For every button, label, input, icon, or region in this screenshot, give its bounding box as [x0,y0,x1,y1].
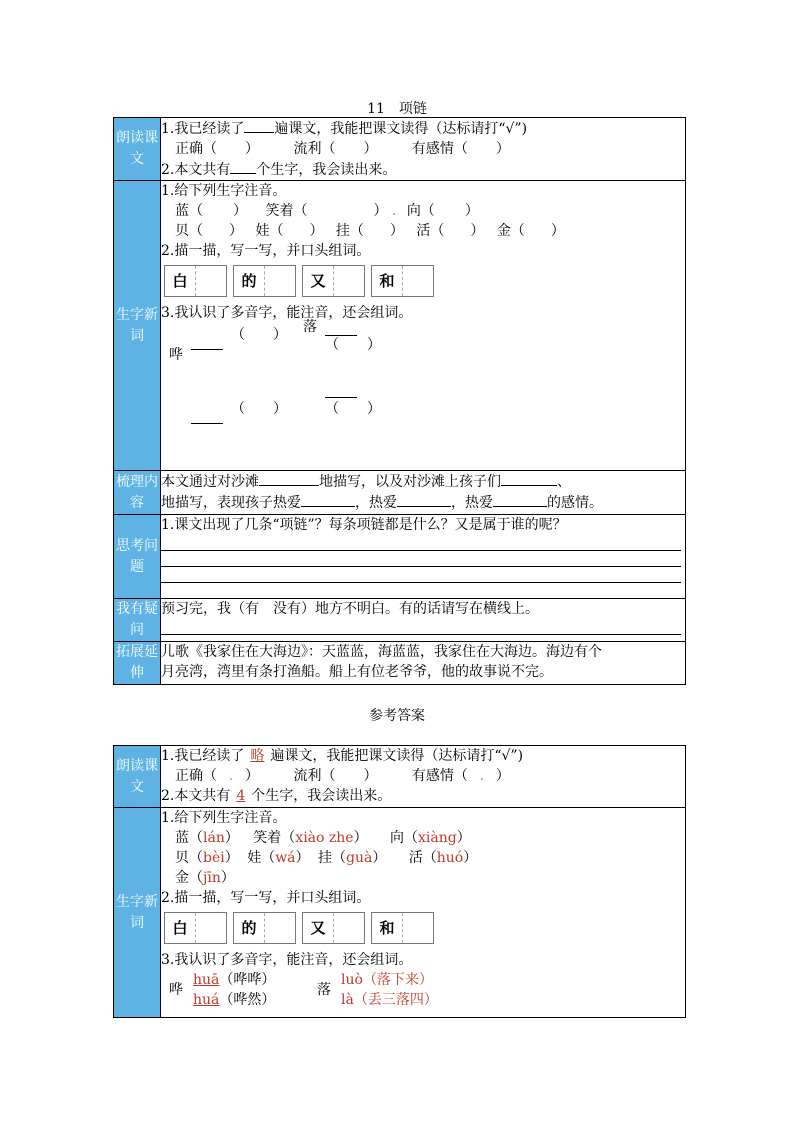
summary-text: 本文通过对沙滩 [161,474,259,490]
section-label-summary: 梳理内容 [114,471,161,515]
paren-close: ） [309,223,324,239]
section-label-new-words: 生字新词 [114,181,161,471]
extension-text: 月亮湾，湾里有条打渔船。船上有位老爷爷，他的故事说不完。 [161,664,553,680]
paren-close: ） [373,203,388,219]
dot-mark: . [479,768,485,784]
section-label-think: 思考问题 [114,515,161,599]
paren-close: ） [229,223,243,239]
answer-line[interactable] [161,619,681,635]
option-feeling: 有感情（ [411,141,468,157]
hua-paren-1: （ ） [231,327,287,343]
char-xiaozhe: 笑着（ [253,830,296,846]
char-xiang: 向（ [406,203,435,219]
trace-char: 又 [310,272,326,290]
section-label-extension: 拓展延伸 [114,642,161,685]
paren-close: ） [389,223,404,239]
answer-line[interactable] [161,551,681,567]
summary-text: 地描写，表现孩子热爱 [161,495,301,511]
paren-close: ） [495,768,510,784]
char-jin: 金（ [496,223,525,239]
new-words-answer [161,808,686,1018]
section-label-reading: 朗读课文 [114,118,161,181]
tracing-cell[interactable] [233,265,296,297]
luo-paren-1: （ ） [325,337,381,353]
word-hua2: （哗然） [219,992,276,1008]
trace-char: 的 [241,272,257,290]
paren-close: ） [464,203,479,219]
char-bei: 贝（ [175,223,203,239]
char-bei: 贝（ [175,850,203,866]
answer-line[interactable] [161,567,681,583]
polyphone-luo: 落 [317,982,331,998]
paren-close: ） [470,223,485,239]
think-section [161,515,686,599]
new-words-q1: 1.给下列生字注音。 [161,183,287,199]
polyphone-hua: 哗 [169,347,183,363]
tracing-cell [233,912,296,944]
char-wa: 娃（ [255,223,284,239]
trace-char: 和 [379,919,395,937]
worksheet-title [0,98,794,118]
luo-paren-2: （ ） [325,401,381,417]
tracing-cell [371,912,434,944]
summary-text: ，热爱 [451,495,493,511]
section-label-reading: 朗读课文 [114,746,161,808]
answer-pinyin-row-3 [161,868,685,888]
summary-blank[interactable] [501,471,557,486]
paren-close: ） [353,830,368,846]
pinyin-luo: luò [341,972,363,988]
tracing-cell[interactable] [164,265,227,297]
summary-text: ，热爱 [355,495,397,511]
count-blank[interactable] [230,159,256,174]
polyphone-hua: 哗 [169,982,183,998]
pinyin-hua1: huā [193,972,220,988]
option-fluent: 流利（ [293,768,336,784]
new-words-section [161,181,686,471]
pinyin-jin: jīn [203,870,221,886]
option-correct: 正确（ [175,141,217,157]
paren-close: ） [233,203,247,219]
summary-section [161,471,686,515]
summary-blank[interactable] [301,492,355,507]
trace-char: 白 [172,272,188,290]
new-words-q2: 2.描一描，写一写，并口头组词。 [161,890,371,906]
trace-char: 的 [241,919,257,937]
hua-blank-1[interactable] [191,335,223,350]
section-label-doubt: 我有疑问 [114,599,161,642]
new-words-q1: 1.给下列生字注音。 [161,810,287,826]
tracing-cell [302,912,365,944]
char-xiaozhe: 笑着（ [265,203,308,219]
trace-char: 和 [379,272,395,290]
answer-line[interactable] [161,535,681,551]
char-huo: 活（ [416,223,445,239]
pinyin-xiang: xiàng [418,830,457,846]
answer-pinyin-row-1 [161,828,685,848]
reading-q2-start: 2.本文共有 [161,788,231,804]
lesson-title: 项链 [398,101,427,117]
polyphone-luo: 落 [303,319,317,335]
worksheet-table [113,117,686,685]
pinyin-gua: guà [345,850,373,866]
reading-q2-end: 个生字，我会读出来。 [251,788,392,804]
tracing-grid [164,912,685,944]
char-wa: 娃（ [247,850,276,866]
reading-q1-start: 1.我已经读了 [161,748,245,764]
pinyin-wa: wá [275,850,296,866]
paren-close: ） [295,850,310,866]
pinyin-bei: bèi [203,850,225,866]
trace-char: 又 [310,919,326,937]
summary-text: 、 [557,474,571,490]
char-lan: 蓝（ [175,830,203,846]
pinyin-xiaozhe: xiào zhe [295,830,354,846]
answer-heading: 参考答案 [369,708,425,724]
think-question: 1.课文出现了几条“项链”？每条项链都是什么？又是属于谁的呢？ [161,517,567,533]
new-words-q3: 3.我认识了多音字，能注音，还会组词。 [161,952,413,968]
word-la: （丢三落四） [353,992,438,1008]
summary-blank[interactable] [397,492,451,507]
section-label-new-words: 生字新词 [114,808,161,1018]
extension-text: 儿歌《我家住在大海边》：天蓝蓝，海蓝蓝，我家住在大海边。海边有个 [161,644,602,660]
reading-answer [161,746,686,808]
paren-close: ） [363,141,378,157]
dot-mark: . [391,203,397,219]
reading-q1-end: 遍课文，我能把课文读得（达标请打“√”) [274,121,528,137]
answer-pinyin-row-2 [161,848,685,868]
dot-mark: . [228,768,234,784]
new-words-q3: 3.我认识了多音字，能注音，还会组词。 [161,305,413,321]
paren-close: ） [456,830,471,846]
reading-section [161,118,686,181]
lesson-number: 11 [367,101,385,117]
summary-blank[interactable] [259,471,319,486]
char-gua: 挂（ [335,223,364,239]
extension-section [161,642,686,685]
paren-close: ） [372,850,387,866]
doubt-section [161,599,686,642]
tracing-cell[interactable] [302,265,365,297]
pinyin-hua2: huá [193,992,220,1008]
paren-close: ） [463,850,478,866]
char-gua: 挂（ [317,850,346,866]
paren-close: ） [224,850,239,866]
reading-q1-end: 遍课文，我能把课文读得（达标请打“√”) [270,748,524,764]
char-xiang: 向（ [390,830,419,846]
option-fluent: 流利（ [293,141,336,157]
option-correct: 正确（ [175,768,217,784]
word-luo: （落下来） [362,972,433,988]
times-blank[interactable] [244,118,274,133]
tracing-grid [164,265,685,297]
tracing-cell[interactable] [371,265,434,297]
paren-close: ） [550,223,565,239]
option-feeling: 有感情（ [411,768,468,784]
answer-times: 略 [250,748,265,764]
reading-q1-start: 1.我已经读了 [161,121,245,137]
char-huo: 活（ [408,850,437,866]
reading-q2-start: 2.本文共有 [161,162,231,178]
new-words-q2: 2.描一描，写一写，并口头组词。 [161,243,371,259]
word-hua1: （哗哗） [219,972,276,988]
paren-close: ） [224,830,239,846]
summary-text: 地描写，以及对沙滩上孩子们 [319,474,501,490]
char-lan: 蓝（ [175,203,203,219]
answer-count: 4 [236,788,246,804]
polyphone-answers [161,970,685,1010]
polyphone-area [161,319,685,441]
paren-close: ） [220,870,235,886]
hua-blank-2[interactable] [191,409,223,424]
pinyin-la: là [341,992,354,1008]
pinyin-row-2 [161,221,685,241]
reading-q2-end: 个生字，我会读出来。 [256,162,397,178]
paren-close: ） [495,141,510,157]
luo-blank-2[interactable] [325,385,357,398]
paren-close: ） [245,768,259,784]
summary-blank[interactable] [493,492,547,507]
answer-table [113,745,686,1018]
tracing-cell [164,912,227,944]
paren-close: ） [245,141,259,157]
pinyin-lan: lán [203,830,225,846]
hua-paren-2: （ ） [231,401,287,417]
pinyin-row-1 [161,201,685,221]
paren-close: ） [363,768,378,784]
trace-char: 白 [172,919,188,937]
pinyin-huo: huó [436,850,464,866]
summary-text: 的感情。 [547,495,603,511]
doubt-prompt: 预习完，我（有 没有）地方不明白。有的话请写在横线上。 [161,601,539,617]
char-jin: 金（ [175,870,203,886]
